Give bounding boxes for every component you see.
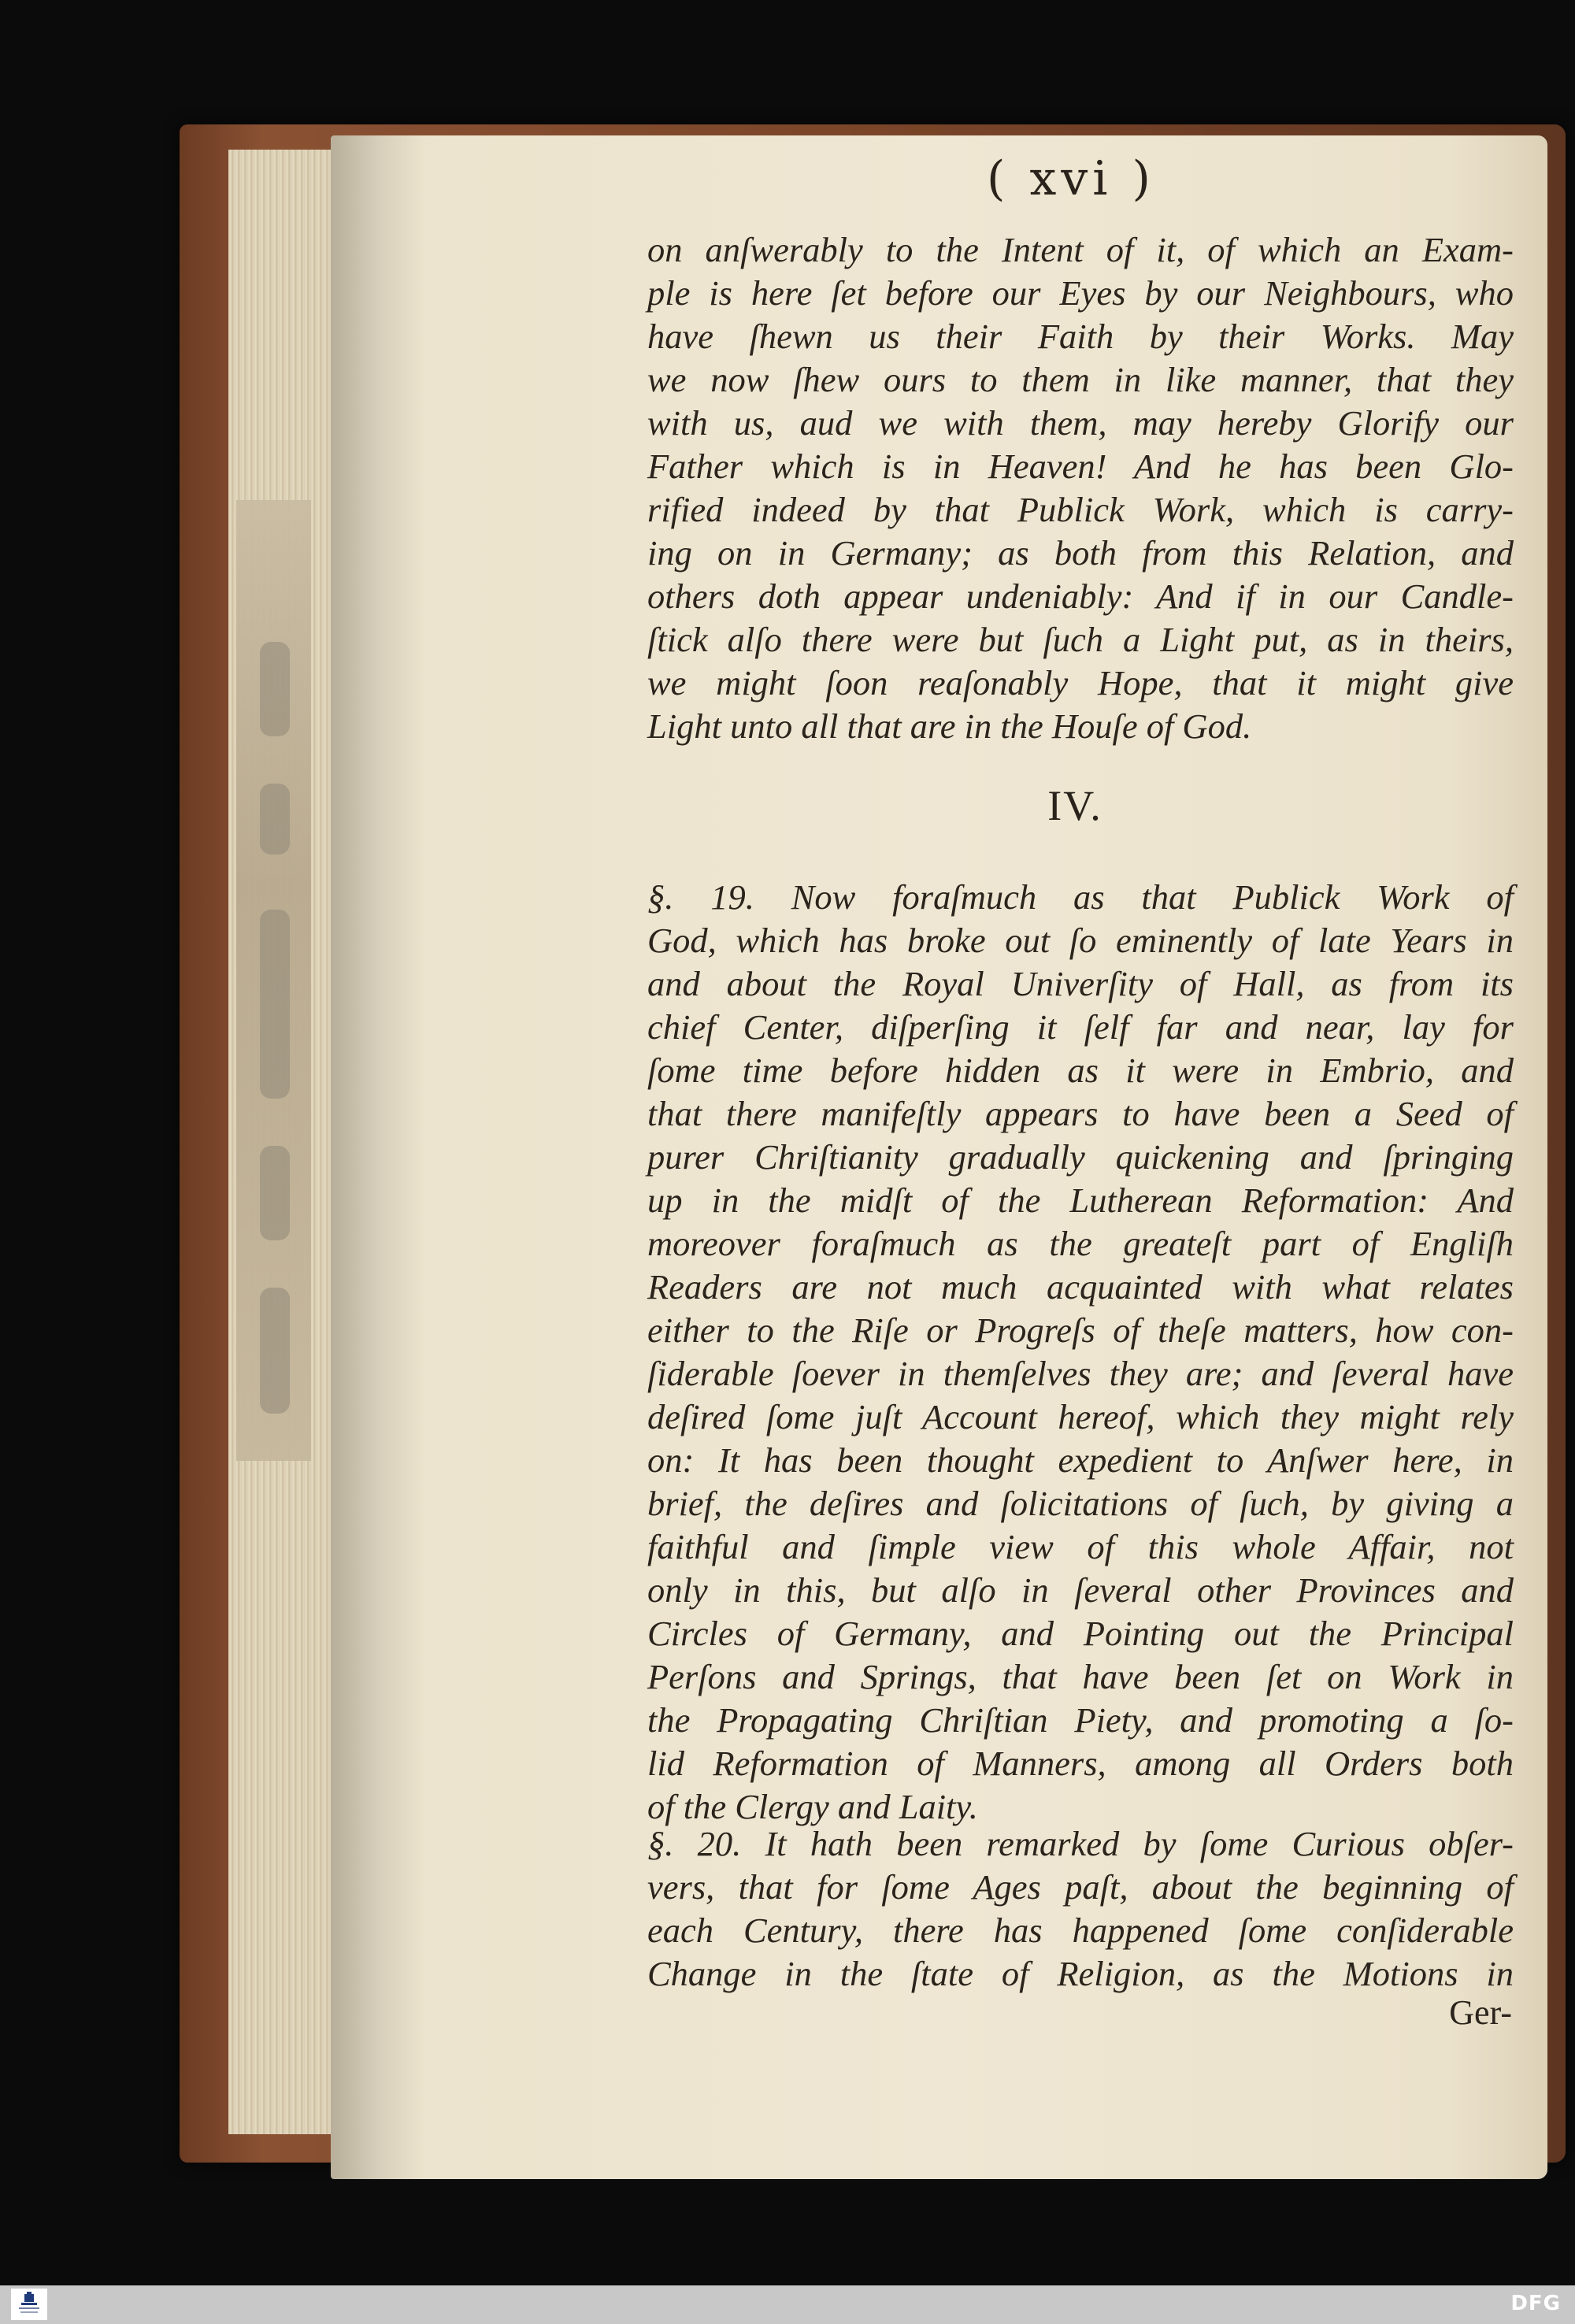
text-line: Father which is in Heaven! And he has been Glo- — [647, 447, 1514, 486]
text-line: either to the Riſe or Progreſs of theſe matters, how con- — [647, 1310, 1514, 1350]
text-line: deſired ſome juſt Account hereof, which they might rely — [647, 1397, 1514, 1436]
text-line: Circles of Germany, and Pointing out the Principal — [647, 1614, 1514, 1653]
text-line: and about the Royal Univerſity of Hall, as from its — [647, 964, 1514, 1003]
section-heading: IV. — [1047, 782, 1102, 829]
text-line: vers, that for ſome Ages paſt, about the beginning of — [647, 1867, 1514, 1907]
text-line: chief Center, diſperſing it ſelf far and near, lay for — [647, 1007, 1514, 1047]
text-line: purer Chriſtianity gradually quickening and ſpringing — [647, 1137, 1514, 1177]
text-line: the Propagating Chriſtian Piety, and promoting a ſo- — [647, 1700, 1514, 1740]
text-line: §. 20. It hath been remarked by ſome Curious obſer- — [647, 1824, 1514, 1863]
text-line: ſtick alſo there were but ſuch a Light put, as in theirs, — [647, 620, 1514, 659]
text-line: we might ſoon reaſonably Hope, that it might give — [647, 663, 1514, 702]
library-logo-icon — [11, 2289, 47, 2320]
text-line: each Century, there has happened ſome conſiderable — [647, 1911, 1514, 1950]
viewer-footer-bar — [0, 2285, 1575, 2324]
text-line: Change in the ſtate of Religion, as the Motions in — [647, 1954, 1514, 1993]
text-line: Readers are not much acquainted with what relates — [647, 1267, 1514, 1307]
text-line: ple is here ſet before our Eyes by our Neighbours, who — [647, 273, 1514, 313]
text-line: that there manifeſtly appears to have been a Seed of — [647, 1094, 1514, 1133]
text-line: moreover foraſmuch as the greateſt part of Engliſh — [647, 1224, 1514, 1263]
text-line: of the Clergy and Laity. — [647, 1787, 978, 1826]
offset-ornament — [260, 910, 290, 1099]
text-line: on: It has been thought expedient to Anſwer here, in — [647, 1440, 1514, 1480]
text-line: faithful and ſimple view of this whole Affair, not — [647, 1527, 1514, 1566]
text-line: ſiderable ſoever in themſelves they are; and ſeveral have — [647, 1354, 1514, 1393]
text-line: have ſhewn us their Faith by their Works. May — [647, 317, 1514, 356]
page-gutter-shadow — [331, 135, 425, 2179]
offset-ornament — [260, 1146, 290, 1240]
text-line: brief, the deſires and ſolicitations of ſuch, by giving a — [647, 1484, 1514, 1523]
text-line: with us, aud we with them, may hereby Glorify our — [647, 403, 1514, 443]
text-line: on anſwerably to the Intent of it, of which an Exam- — [647, 230, 1514, 269]
paragraph-section-19 — [647, 876, 1514, 1829]
text-line: §. 19. Now foraſmuch as that Publick Work of — [647, 877, 1514, 917]
catchword: Ger- — [1449, 1993, 1512, 2032]
text-line: others doth appear undeniably: And if in our Candle- — [647, 576, 1514, 616]
offset-ornament — [260, 1288, 290, 1414]
offset-ornament — [260, 784, 290, 854]
dfg-logo: DFG — [1510, 2292, 1561, 2315]
text-line: we now ſhew ours to them in like manner, that they — [647, 360, 1514, 399]
text-line: ſome time before hidden as it were in Embrio, and — [647, 1051, 1514, 1090]
paragraph-section-20 — [647, 1822, 1514, 1996]
facing-page-offset — [236, 500, 311, 1461]
text-line: Light unto all that are in the Houſe of God. — [647, 706, 1252, 746]
text-line: up in the midſt of the Lutherean Reformation: And — [647, 1181, 1514, 1220]
text-line: rified indeed by that Publick Work, which is carry- — [647, 490, 1514, 529]
paragraph-continuation — [647, 228, 1514, 748]
text-line: only in this, but alſo in ſeveral other Provinces and — [647, 1570, 1514, 1610]
text-line: God, which has broke out ſo eminently of late Years in — [647, 921, 1514, 960]
text-line: ing on in Germany; as both from this Relation, and — [647, 533, 1514, 573]
text-line: Perſons and Springs, that have been ſet on Work in — [647, 1657, 1514, 1696]
offset-ornament — [260, 642, 290, 736]
page-number-header: ( xvi ) — [987, 151, 1155, 206]
text-line: lid Reformation of Manners, among all Orders both — [647, 1744, 1514, 1783]
